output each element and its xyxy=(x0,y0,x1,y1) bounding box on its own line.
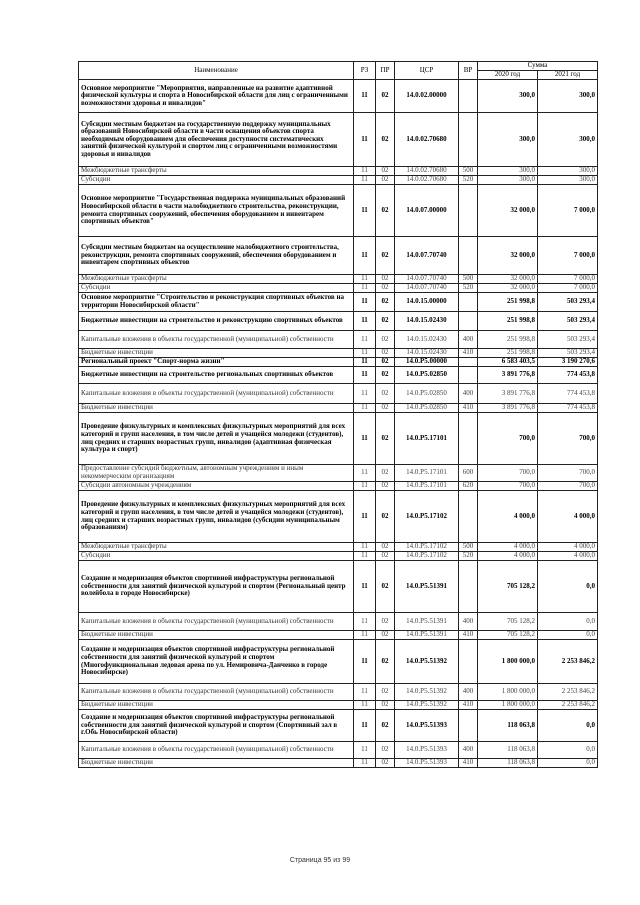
row-sum-2020-cell: 705 128,2 xyxy=(478,561,538,613)
row-name-cell: Основное мероприятие "Государственная поддержка муниципальных образований Новосибирской области в части малобюджетного строительства, реконструкции, ремонта спортивных сооружений, обеспечения оборудованием и инвентарем спортивных объектов" xyxy=(79,185,354,237)
row-sum-2020-cell: 300,0 xyxy=(478,80,538,113)
row-rz-cell: 11 xyxy=(354,552,376,561)
row-sum-2020-cell: 300,0 xyxy=(478,176,538,185)
row-name-cell: Бюджетные инвестиции на строительство региональных спортивных объектов xyxy=(79,367,354,384)
row-pr-cell: 02 xyxy=(376,293,395,312)
row-vr-cell xyxy=(459,561,478,613)
row-sum-2021-cell: 300,0 xyxy=(538,113,598,167)
row-csr-cell: 14.0.P5.17101 xyxy=(395,465,459,482)
row-sum-2021-cell: 0,0 xyxy=(538,561,598,613)
row-vr-cell xyxy=(459,367,478,384)
row-sum-2021-cell: 300,0 xyxy=(538,176,598,185)
row-sum-2021-cell: 4 000,0 xyxy=(538,491,598,543)
row-csr-cell: 14.0.P5.51392 xyxy=(395,701,459,710)
row-sum-2020-cell: 705 128,2 xyxy=(478,631,538,640)
row-vr-cell xyxy=(459,358,478,367)
row-pr-cell: 02 xyxy=(376,349,395,358)
row-csr-cell: 14.0.07.70740 xyxy=(395,284,459,293)
row-csr-cell: 14.0.P5.00000 xyxy=(395,358,459,367)
row-name-cell: Субсидии xyxy=(79,284,354,293)
budget-table xyxy=(78,61,598,768)
row-sum-2020-cell: 1 800 000,0 xyxy=(478,701,538,710)
row-name-cell: Бюджетные инвестиции xyxy=(79,759,354,768)
row-sum-2020-cell: 1 800 000,0 xyxy=(478,684,538,701)
row-pr-cell: 02 xyxy=(376,384,395,404)
row-rz-cell: 11 xyxy=(354,759,376,768)
row-name-cell: Капитальные вложения в объекты государственной (муниципальной) собственности xyxy=(79,742,354,759)
page-number: Страница 95 из 99 xyxy=(289,857,351,864)
row-csr-cell: 14.0.07.00000 xyxy=(395,185,459,237)
row-sum-2021-cell: 774 453,8 xyxy=(538,384,598,404)
row-rz-cell: 11 xyxy=(354,465,376,482)
table-row xyxy=(79,331,598,349)
row-sum-2021-cell: 4 000,0 xyxy=(538,552,598,561)
row-sum-2021-cell: 774 453,8 xyxy=(538,367,598,384)
row-sum-2021-cell: 7 000,0 xyxy=(538,237,598,275)
row-pr-cell: 02 xyxy=(376,367,395,384)
row-sum-2020-cell: 251 998,8 xyxy=(478,312,538,331)
row-vr-cell: 410 xyxy=(459,404,478,413)
column-header-name: Наименование xyxy=(79,62,354,80)
row-pr-cell: 02 xyxy=(376,710,395,742)
row-name-cell: Проведение физкультурных и комплексных физкультурных мероприятий для всех категорий и групп населения, в том числе детей и учащейся молодежи (студентов), лиц средних и старших возрастных групп, инвалидов (адаптивная физическая культура и спорт) xyxy=(79,413,354,465)
row-sum-2021-cell: 300,0 xyxy=(538,80,598,113)
row-sum-2021-cell: 0,0 xyxy=(538,631,598,640)
row-pr-cell: 02 xyxy=(376,413,395,465)
table-row xyxy=(79,613,598,631)
row-csr-cell: 14.0.P5.51391 xyxy=(395,613,459,631)
row-sum-2020-cell: 3 891 776,8 xyxy=(478,384,538,404)
row-vr-cell: 500 xyxy=(459,543,478,552)
row-csr-cell: 14.0.15.00000 xyxy=(395,293,459,312)
row-sum-2020-cell: 1 800 000,0 xyxy=(478,640,538,684)
row-sum-2021-cell: 3 190 270,6 xyxy=(538,358,598,367)
row-csr-cell: 14.0.P5.17101 xyxy=(395,482,459,491)
row-rz-cell: 11 xyxy=(354,404,376,413)
row-csr-cell: 14.0.02.70680 xyxy=(395,176,459,185)
row-rz-cell: 11 xyxy=(354,275,376,284)
column-header-year-2021: 2021 год xyxy=(538,71,598,80)
row-sum-2020-cell: 32 000,0 xyxy=(478,237,538,275)
row-pr-cell: 02 xyxy=(376,176,395,185)
row-csr-cell: 14.0.02.70680 xyxy=(395,113,459,167)
row-name-cell: Субсидии автономным учреждениям xyxy=(79,482,354,491)
row-rz-cell: 11 xyxy=(354,185,376,237)
row-sum-2020-cell: 6 583 403,5 xyxy=(478,358,538,367)
row-sum-2020-cell: 251 998,8 xyxy=(478,349,538,358)
table-row xyxy=(79,113,598,167)
row-vr-cell: 400 xyxy=(459,384,478,404)
row-sum-2021-cell: 503 293,4 xyxy=(538,331,598,349)
row-name-cell: Основное мероприятие "Мероприятия, направленные на развитие адаптивной физической культуры и спорта в Новосибирской области для лиц с ограниченными возможностями здоровья и инвалидов" xyxy=(79,80,354,113)
row-vr-cell xyxy=(459,413,478,465)
row-name-cell: Капитальные вложения в объекты государственной (муниципальной) собственности xyxy=(79,613,354,631)
row-csr-cell: 14.0.P5.51393 xyxy=(395,759,459,768)
row-pr-cell: 02 xyxy=(376,631,395,640)
row-pr-cell: 02 xyxy=(376,742,395,759)
row-csr-cell: 14.0.P5.17102 xyxy=(395,543,459,552)
column-header-year-2020: 2020 год xyxy=(478,71,538,80)
row-rz-cell: 11 xyxy=(354,312,376,331)
row-pr-cell: 02 xyxy=(376,237,395,275)
row-sum-2020-cell: 32 000,0 xyxy=(478,284,538,293)
table-row xyxy=(79,367,598,384)
row-name-cell: Субсидии xyxy=(79,552,354,561)
row-sum-2021-cell: 700,0 xyxy=(538,482,598,491)
row-csr-cell: 14.0.P5.51393 xyxy=(395,742,459,759)
row-vr-cell xyxy=(459,237,478,275)
row-sum-2021-cell: 7 000,0 xyxy=(538,275,598,284)
row-vr-cell xyxy=(459,80,478,113)
table-row xyxy=(79,185,598,237)
row-csr-cell: 14.0.07.70740 xyxy=(395,275,459,284)
row-sum-2021-cell: 503 293,4 xyxy=(538,293,598,312)
row-name-cell: Межбюджетные трансферты xyxy=(79,167,354,176)
table-row xyxy=(79,176,598,185)
row-rz-cell: 11 xyxy=(354,701,376,710)
row-rz-cell: 11 xyxy=(354,742,376,759)
row-vr-cell: 400 xyxy=(459,331,478,349)
row-sum-2021-cell: 774 453,8 xyxy=(538,404,598,413)
row-name-cell: Бюджетные инвестиции xyxy=(79,404,354,413)
row-name-cell: Создание и модернизация объектов спортивной инфраструктуры региональной собственности для занятий физической культурой и спортом (Многофункциональная ледовая арена по ул. Немировича-Данченко в городе Новосибирске) xyxy=(79,640,354,684)
row-sum-2020-cell: 300,0 xyxy=(478,167,538,176)
row-vr-cell: 520 xyxy=(459,284,478,293)
row-rz-cell: 11 xyxy=(354,684,376,701)
row-csr-cell: 14.0.P5.17102 xyxy=(395,491,459,543)
row-pr-cell: 02 xyxy=(376,482,395,491)
row-name-cell: Бюджетные инвестиции xyxy=(79,349,354,358)
row-rz-cell: 11 xyxy=(354,293,376,312)
table-row xyxy=(79,275,598,284)
column-header-vr: ВР xyxy=(459,62,478,80)
row-sum-2020-cell: 705 128,2 xyxy=(478,613,538,631)
row-sum-2021-cell: 700,0 xyxy=(538,465,598,482)
table-row xyxy=(79,491,598,543)
table-row xyxy=(79,710,598,742)
row-name-cell: Создание и модернизация объектов спортивной инфраструктуры региональной собственности для занятий физической культурой и спортом (Спортивный зал в г.Обь Новосибирской области) xyxy=(79,710,354,742)
table-row xyxy=(79,759,598,768)
row-name-cell: Капитальные вложения в объекты государственной (муниципальной) собственности xyxy=(79,384,354,404)
row-pr-cell: 02 xyxy=(376,312,395,331)
row-rz-cell: 11 xyxy=(354,349,376,358)
row-vr-cell: 520 xyxy=(459,552,478,561)
row-csr-cell: 14.0.P5.02850 xyxy=(395,404,459,413)
row-name-cell: Субсидии местным бюджетам на осуществление малобюджетного строительства, реконструкции, ремонта спортивных сооружений, обеспечения оборудованием и инвентарем спортивных объектов xyxy=(79,237,354,275)
row-vr-cell: 500 xyxy=(459,167,478,176)
row-csr-cell: 14.0.15.02430 xyxy=(395,349,459,358)
row-vr-cell: 500 xyxy=(459,275,478,284)
row-name-cell: Бюджетные инвестиции xyxy=(79,701,354,710)
row-sum-2020-cell: 3 891 776,8 xyxy=(478,404,538,413)
row-pr-cell: 02 xyxy=(376,331,395,349)
row-vr-cell: 520 xyxy=(459,176,478,185)
row-vr-cell: 620 xyxy=(459,482,478,491)
table-row xyxy=(79,465,598,482)
column-header-pr: ПР xyxy=(376,62,395,80)
table-row xyxy=(79,349,598,358)
row-name-cell: Основное мероприятие "Строительство и реконструкция спортивных объектов на территории Новосибирской области" xyxy=(79,293,354,312)
row-sum-2021-cell: 2 253 846,2 xyxy=(538,684,598,701)
row-vr-cell: 410 xyxy=(459,701,478,710)
row-pr-cell: 02 xyxy=(376,113,395,167)
row-pr-cell: 02 xyxy=(376,185,395,237)
row-sum-2021-cell: 2 253 846,2 xyxy=(538,640,598,684)
row-csr-cell: 14.0.P5.51391 xyxy=(395,631,459,640)
row-csr-cell: 14.0.P5.51392 xyxy=(395,640,459,684)
row-pr-cell: 02 xyxy=(376,167,395,176)
row-csr-cell: 14.0.02.70680 xyxy=(395,167,459,176)
row-sum-2021-cell: 0,0 xyxy=(538,759,598,768)
row-vr-cell: 410 xyxy=(459,759,478,768)
row-sum-2020-cell: 4 000,0 xyxy=(478,552,538,561)
row-sum-2021-cell: 0,0 xyxy=(538,710,598,742)
row-sum-2020-cell: 118 063,8 xyxy=(478,742,538,759)
row-name-cell: Межбюджетные трансферты xyxy=(79,543,354,552)
row-rz-cell: 11 xyxy=(354,631,376,640)
row-csr-cell: 14.0.15.02430 xyxy=(395,331,459,349)
row-name-cell: Субсидии xyxy=(79,176,354,185)
row-sum-2021-cell: 0,0 xyxy=(538,742,598,759)
row-csr-cell: 14.0.P5.51393 xyxy=(395,710,459,742)
table-row xyxy=(79,293,598,312)
row-pr-cell: 02 xyxy=(376,613,395,631)
row-pr-cell: 02 xyxy=(376,543,395,552)
row-sum-2020-cell: 700,0 xyxy=(478,482,538,491)
row-csr-cell: 14.0.P5.02850 xyxy=(395,367,459,384)
row-csr-cell: 14.0.P5.51392 xyxy=(395,684,459,701)
column-header-csr: ЦСР xyxy=(395,62,459,80)
row-pr-cell: 02 xyxy=(376,552,395,561)
row-name-cell: Капитальные вложения в объекты государственной (муниципальной) собственности xyxy=(79,331,354,349)
table-row xyxy=(79,482,598,491)
row-pr-cell: 02 xyxy=(376,284,395,293)
row-rz-cell: 11 xyxy=(354,384,376,404)
row-rz-cell: 11 xyxy=(354,331,376,349)
row-rz-cell: 11 xyxy=(354,167,376,176)
row-csr-cell: 14.0.P5.17102 xyxy=(395,552,459,561)
table-row xyxy=(79,358,598,367)
row-pr-cell: 02 xyxy=(376,275,395,284)
row-pr-cell: 02 xyxy=(376,404,395,413)
table-row xyxy=(79,284,598,293)
row-vr-cell: 400 xyxy=(459,742,478,759)
row-rz-cell: 11 xyxy=(354,561,376,613)
row-pr-cell: 02 xyxy=(376,80,395,113)
row-rz-cell: 11 xyxy=(354,543,376,552)
row-rz-cell: 11 xyxy=(354,284,376,293)
row-sum-2021-cell: 0,0 xyxy=(538,613,598,631)
row-sum-2021-cell: 503 293,4 xyxy=(538,349,598,358)
row-sum-2020-cell: 251 998,8 xyxy=(478,293,538,312)
row-rz-cell: 11 xyxy=(354,413,376,465)
column-header-sum: Сумма xyxy=(478,62,598,71)
row-sum-2020-cell: 118 063,8 xyxy=(478,710,538,742)
row-pr-cell: 02 xyxy=(376,640,395,684)
row-vr-cell xyxy=(459,640,478,684)
row-pr-cell: 02 xyxy=(376,684,395,701)
row-vr-cell xyxy=(459,185,478,237)
row-sum-2021-cell: 4 000,0 xyxy=(538,543,598,552)
row-name-cell: Предоставление субсидий бюджетным, автономным учреждениям и иным некоммерческим организациям xyxy=(79,465,354,482)
row-sum-2021-cell: 300,0 xyxy=(538,167,598,176)
row-rz-cell: 11 xyxy=(354,640,376,684)
row-name-cell: Капитальные вложения в объекты государственной (муниципальной) собственности xyxy=(79,684,354,701)
row-sum-2021-cell: 700,0 xyxy=(538,413,598,465)
table-row xyxy=(79,384,598,404)
row-csr-cell: 14.0.02.00000 xyxy=(395,80,459,113)
row-sum-2020-cell: 700,0 xyxy=(478,465,538,482)
row-name-cell: Региональный проект "Спорт-норма жизни" xyxy=(79,358,354,367)
row-rz-cell: 11 xyxy=(354,367,376,384)
row-rz-cell: 11 xyxy=(354,710,376,742)
row-vr-cell: 400 xyxy=(459,684,478,701)
row-csr-cell: 14.0.P5.17101 xyxy=(395,413,459,465)
row-sum-2021-cell: 7 000,0 xyxy=(538,185,598,237)
row-pr-cell: 02 xyxy=(376,561,395,613)
row-pr-cell: 02 xyxy=(376,759,395,768)
table-row xyxy=(79,552,598,561)
row-rz-cell: 11 xyxy=(354,491,376,543)
row-sum-2020-cell: 4 000,0 xyxy=(478,543,538,552)
table-row xyxy=(79,80,598,113)
row-sum-2020-cell: 4 000,0 xyxy=(478,491,538,543)
table-row xyxy=(79,167,598,176)
row-name-cell: Бюджетные инвестиции xyxy=(79,631,354,640)
row-csr-cell: 14.0.07.70740 xyxy=(395,237,459,275)
table-row xyxy=(79,237,598,275)
table-row xyxy=(79,640,598,684)
row-rz-cell: 11 xyxy=(354,613,376,631)
row-vr-cell: 410 xyxy=(459,349,478,358)
row-rz-cell: 11 xyxy=(354,113,376,167)
table-row xyxy=(79,742,598,759)
row-rz-cell: 11 xyxy=(354,80,376,113)
row-pr-cell: 02 xyxy=(376,465,395,482)
row-sum-2020-cell: 700,0 xyxy=(478,413,538,465)
row-csr-cell: 14.0.P5.51391 xyxy=(395,561,459,613)
row-sum-2020-cell: 32 000,0 xyxy=(478,275,538,284)
row-rz-cell: 11 xyxy=(354,482,376,491)
row-rz-cell: 11 xyxy=(354,237,376,275)
table-row xyxy=(79,701,598,710)
row-name-cell: Бюджетные инвестиции на строительство и реконструкцию спортивных объектов xyxy=(79,312,354,331)
row-vr-cell xyxy=(459,293,478,312)
row-pr-cell: 02 xyxy=(376,701,395,710)
row-sum-2020-cell: 32 000,0 xyxy=(478,185,538,237)
row-sum-2021-cell: 503 293,4 xyxy=(538,312,598,331)
table-row xyxy=(79,413,598,465)
row-name-cell: Создание и модернизация объектов спортивной инфраструктуры региональной собственности для занятий физической культурой и спортом (Региональный центр волейбола в городе Новосибирске) xyxy=(79,561,354,613)
row-vr-cell xyxy=(459,710,478,742)
row-name-cell: Межбюджетные трансферты xyxy=(79,275,354,284)
row-name-cell: Проведение физкультурных и комплексных физкультурных мероприятий для всех категорий и групп населения, в том числе детей и учащейся молодежи (студентов), лиц средних и старших возрастных групп, инвалидов (субсидии муниципальным образованиям) xyxy=(79,491,354,543)
row-vr-cell: 410 xyxy=(459,631,478,640)
row-rz-cell: 11 xyxy=(354,358,376,367)
row-sum-2020-cell: 251 998,8 xyxy=(478,331,538,349)
table-row xyxy=(79,684,598,701)
row-csr-cell: 14.0.15.02430 xyxy=(395,312,459,331)
row-pr-cell: 02 xyxy=(376,358,395,367)
row-vr-cell xyxy=(459,312,478,331)
row-vr-cell xyxy=(459,491,478,543)
column-header-rz: РЗ xyxy=(354,62,376,80)
table-row xyxy=(79,631,598,640)
row-sum-2021-cell: 7 000,0 xyxy=(538,284,598,293)
row-rz-cell: 11 xyxy=(354,176,376,185)
table-row xyxy=(79,561,598,613)
row-pr-cell: 02 xyxy=(376,491,395,543)
row-sum-2020-cell: 300,0 xyxy=(478,113,538,167)
row-sum-2021-cell: 2 253 846,2 xyxy=(538,701,598,710)
row-name-cell: Субсидии местным бюджетам на государственную поддержку муниципальных образований Новосибирской области в части оснащения объектов спорта необходимым оборудованием для обеспечения доступности систематических занятий физической культурой и спортом лиц с ограниченными возможностями здоровья и инвалидов xyxy=(79,113,354,167)
row-vr-cell: 400 xyxy=(459,613,478,631)
table-row xyxy=(79,404,598,413)
row-sum-2020-cell: 118 063,8 xyxy=(478,759,538,768)
table-body xyxy=(79,80,598,768)
row-sum-2020-cell: 3 891 776,8 xyxy=(478,367,538,384)
table-row xyxy=(79,543,598,552)
table-row xyxy=(79,312,598,331)
row-vr-cell xyxy=(459,113,478,167)
row-csr-cell: 14.0.P5.02850 xyxy=(395,384,459,404)
row-vr-cell: 600 xyxy=(459,465,478,482)
